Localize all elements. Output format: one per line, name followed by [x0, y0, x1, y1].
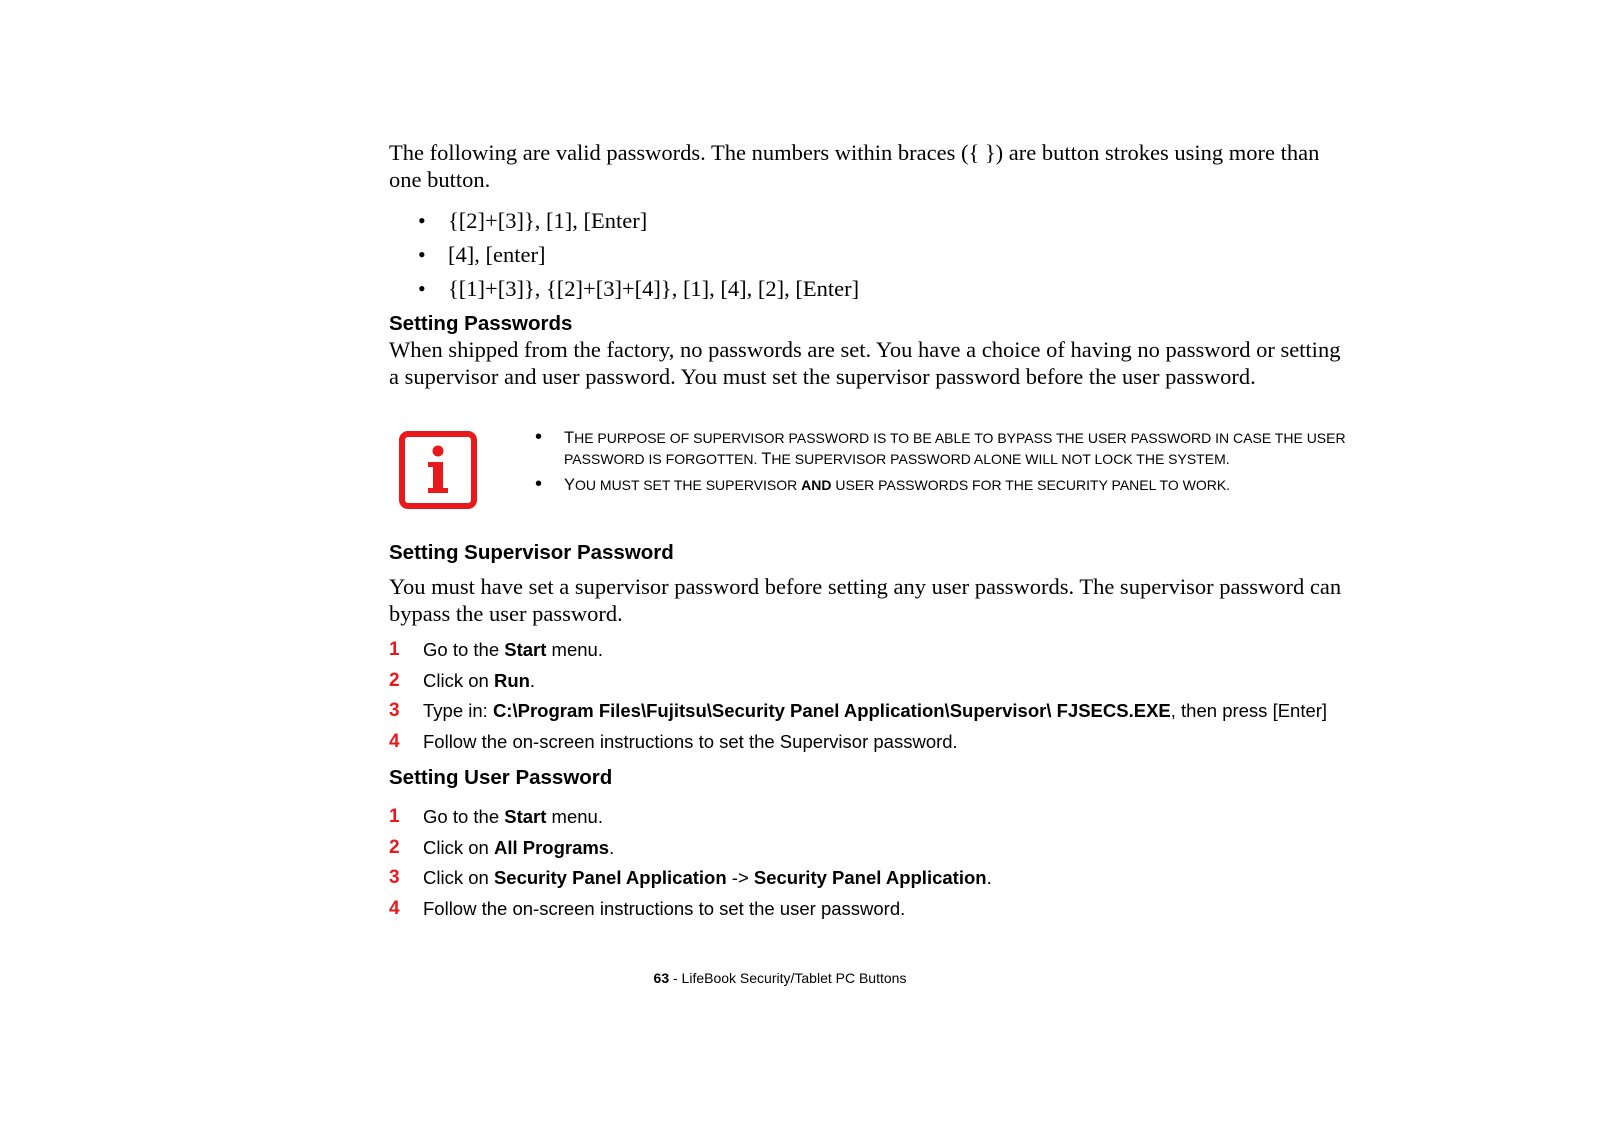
supervisor-steps-list [389, 638, 1327, 760]
step-item: 3 Click on Security Panel Application -> Security Panel Application. [389, 867, 992, 888]
user-steps-list [389, 805, 992, 927]
intro-paragraph: The following are valid passwords. The numbers within braces ({ }) are button strokes using more than one button. [389, 140, 1320, 192]
password-examples-list [418, 207, 859, 309]
password-example: • [4], [enter] [418, 241, 859, 275]
step-item: 1 Go to the Start menu. [389, 806, 603, 827]
info-notes-list [535, 428, 1355, 501]
page-footer [0, 970, 1560, 986]
password-example: • {[2]+[3]}, [1], [Enter] [418, 207, 859, 241]
step-item: 2 Click on All Programs. [389, 836, 615, 858]
page-number: 63 [653, 970, 670, 986]
step-item: 2 Click on Run. [389, 669, 536, 691]
info-icon [399, 431, 477, 509]
user-password-heading: Setting User Password [389, 766, 613, 789]
step-item: 4 Follow the on-screen instructions to set the user password. [389, 897, 906, 919]
info-note-item: • THE PURPOSE OF SUPERVISOR PASSWORD IS TO BE ABLE TO BYPASS THE USER PASSWORD IN CASE THE USER PASSWORD IS FORGOTTEN. THE SUPERVISOR PASSWORD ALONE WILL NOT LOCK THE SYSTEM. [535, 428, 1355, 470]
step-item: 1 Go to the Start menu. [389, 639, 603, 660]
info-note-item: • YOU MUST SET THE SUPERVISOR AND USER PASSWORDS FOR THE SECURITY PANEL TO WORK. [535, 475, 1355, 496]
setting-passwords-paragraph: When shipped from the factory, no passwords are set. You have a choice of having no password or setting a supervisor and user password. You must set the supervisor password before the user password. [389, 337, 1341, 389]
password-example: • {[1]+[3]}, {[2]+[3]+[4]}, [1], [4], [2], [Enter] [418, 275, 859, 309]
supervisor-password-heading: Setting Supervisor Password [389, 541, 674, 564]
step-item: 4 Follow the on-screen instructions to set the Supervisor password. [389, 730, 958, 752]
supervisor-password-paragraph: You must have set a supervisor password before setting any user passwords. The supervisor password can bypass the user password. [389, 574, 1342, 626]
footer-title: - LifeBook Security/Tablet PC Buttons [669, 970, 907, 986]
step-item: 3 Type in: C:\Program Files\Fujitsu\Security Panel Application\Supervisor\ FJSECS.EXE, then press [Enter] [389, 700, 1328, 721]
setting-passwords-heading: Setting Passwords [389, 312, 573, 335]
